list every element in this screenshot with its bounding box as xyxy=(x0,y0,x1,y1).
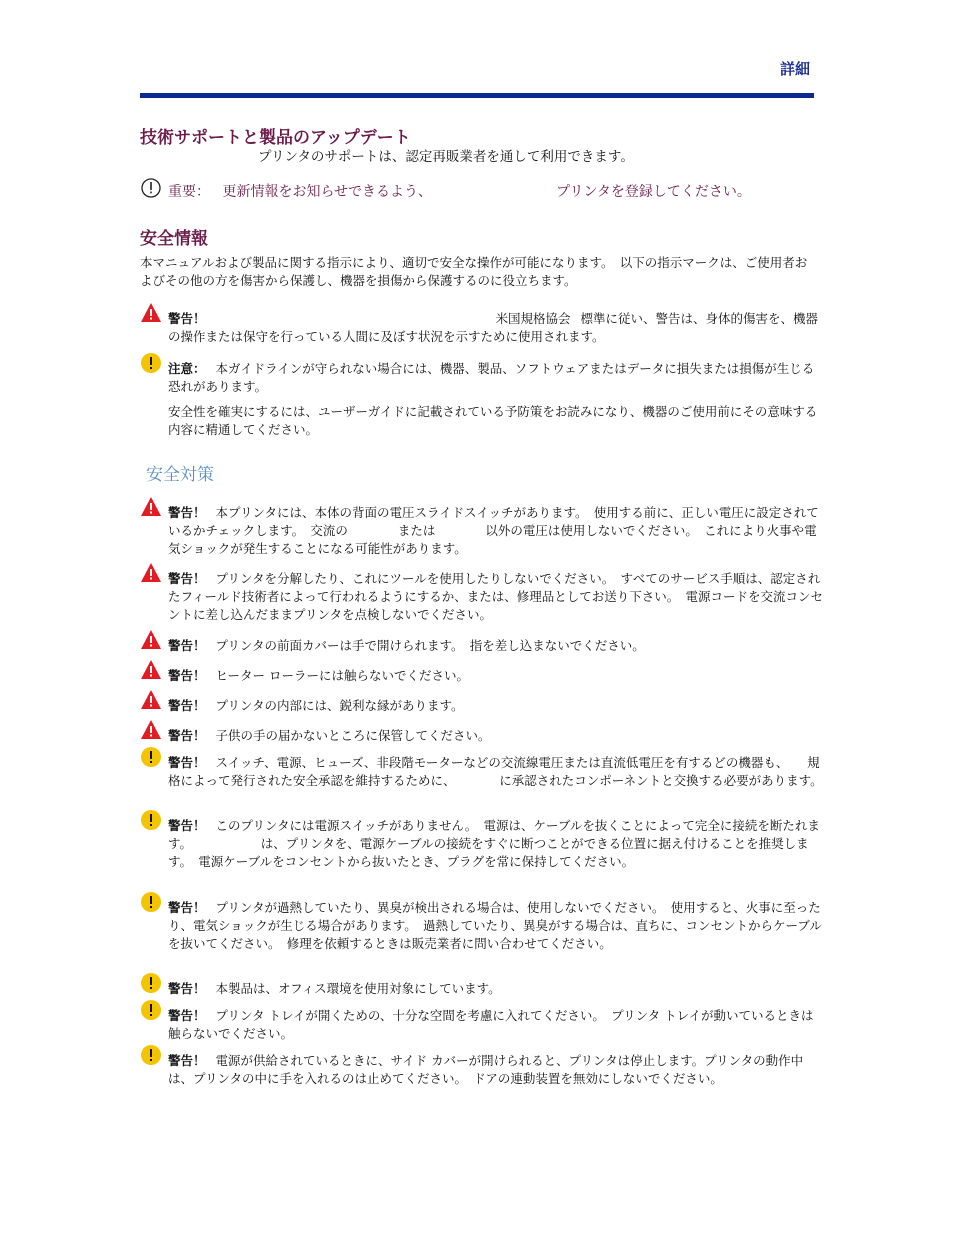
warning-text-2: 標準に従い、警告は、身体的傷害を、機器の操作または保守を行っている人間に及ぼす状況を示すために使用されます。 xyxy=(168,311,819,344)
precaution-text: ヒーター ローラーには触らないでください。 xyxy=(215,668,469,683)
precaution-label: 警告！ xyxy=(168,1053,206,1068)
precaution-item xyxy=(168,637,823,655)
precaution-item xyxy=(168,817,823,871)
safety-info-title: 安全情報 xyxy=(140,229,208,249)
precaution-text: プリンタの内部には、鋭利な縁があります。 xyxy=(215,698,464,713)
precaution-label: 警告！ xyxy=(168,571,206,586)
precaution-item xyxy=(168,697,823,715)
warning-triangle-icon xyxy=(140,496,162,518)
caution-circle-icon xyxy=(140,809,162,831)
precaution-label: 警告！ xyxy=(168,900,206,915)
warning-triangle-icon xyxy=(140,659,162,681)
precaution-item xyxy=(168,754,823,790)
caution-text: 本ガイドラインが守られない場合には、機器、製品、ソフトウェアまたはデータに損失または損傷が生じる恐れがあります。 xyxy=(168,361,815,394)
warning-triangle-icon xyxy=(140,719,162,741)
precaution-label: 警告！ xyxy=(168,981,206,996)
caution-circle-icon xyxy=(140,1044,162,1066)
precaution-text: このプリンタには電源スイッチがありません。 電源は、ケーブルを抜くことによって完全に接続を断たれます。 は、プリンタを、電源ケーブルの接続をすぐに断つことができる位置に据え付けることを推奨します。 電源ケーブルをコンセントから抜いたとき、プラグを常に保持してください。 xyxy=(168,818,820,869)
safety-note: 安全性を確実にするには、ユーザーガイドに記載されている予防策をお読みになり、機器のご使用前にその意味する内容に精通してください。 xyxy=(168,404,818,437)
precaution-item xyxy=(168,1052,823,1088)
precaution-label: 警告！ xyxy=(168,728,206,743)
precaution-text: 子供の手の届かないところに保管してください。 xyxy=(215,728,491,743)
precaution-text: プリンタの前面カバーは手で開けられます。 指を差し込まないでください。 xyxy=(215,638,645,653)
precaution-item xyxy=(168,980,823,998)
caution-circle-icon xyxy=(140,972,162,994)
info-icon xyxy=(140,177,162,199)
precaution-label: 警告！ xyxy=(168,698,206,713)
precautions-title: 安全対策 xyxy=(146,465,214,485)
important-text-1: 更新情報をお知らせできるよう、 xyxy=(222,184,433,200)
precaution-label: 警告！ xyxy=(168,818,206,833)
precaution-text: プリンタが過熱していたり、異臭が検出される場合は、使用しないでください。 使用すると、火事に至ったり、電気ショックが生じる場合があります。 過熱していたり、異臭がする場合は、直ちに、コンセントからケーブルを抜いてください。 修理を依頼するときは販売業者に問い合わせてください。 xyxy=(168,900,822,951)
precaution-label: 警告！ xyxy=(168,505,206,520)
header-rule xyxy=(140,93,814,98)
warning-triangle-icon xyxy=(140,629,162,651)
precaution-item xyxy=(168,504,823,558)
precaution-item xyxy=(168,667,823,685)
precaution-text: 本製品は、オフィス環境を使用対象にしています。 xyxy=(215,981,501,996)
precaution-item xyxy=(168,727,823,745)
caution-circle-icon xyxy=(140,999,162,1021)
precaution-item xyxy=(168,1007,823,1043)
warning-text-1: 米国規格協会 xyxy=(495,311,571,326)
precaution-label: 警告！ xyxy=(168,1008,206,1023)
warning-triangle-icon xyxy=(140,689,162,711)
caution-circle-icon xyxy=(140,891,162,913)
important-note xyxy=(168,183,751,201)
safety-intro: 本マニュアルおよび製品に関する指示により、適切で安全な操作が可能になります。 以下の指示マークは、ご使用者およびその他の方を傷害から保護し、機器を損傷から保護するのに役立ちます。 xyxy=(140,255,808,288)
precaution-text: プリンタを分解したり、これにツールを使用したりしないでください。 すべてのサービス手順は、認定されたフィールド技術者によって行われるようにするか、または、修理品としてお送り下さい。 電源コードを交流コンセントに差し込んだままプリンタを点検しないでください。 xyxy=(168,571,824,622)
precaution-label: 警告！ xyxy=(168,638,206,653)
precaution-item xyxy=(168,899,823,953)
warning-triangle-icon xyxy=(140,562,162,584)
caution-circle-icon xyxy=(140,352,162,374)
warning-triangle-icon xyxy=(140,302,162,324)
section-label: 詳細 xyxy=(780,60,811,78)
precaution-label: 警告！ xyxy=(168,668,206,683)
precaution-text: 電源が供給されているときに、サイド カバーが開けられると、プリンタは停止します。プリンタの動作中は、プリンタの中に手を入れるのは止めてください。 ドアの連動装置を無効にしないでください。 xyxy=(168,1053,804,1086)
precaution-text: スイッチ、電源、ヒューズ、非段階モーターなどの交流線電圧または直流低電圧を有するどの機器も、 規格によって発行された安全承認を維持するために、 に承認されたコンポーネントと交換する必要があります。 xyxy=(168,755,823,788)
important-text-2: プリンタを登録してください。 xyxy=(556,184,751,200)
caution-circle-icon xyxy=(140,746,162,768)
support-title: 技術サポートと製品のアップデート xyxy=(140,128,411,148)
precaution-text: プリンタ トレイが開くための、十分な空間を考慮に入れてください。 プリンタ トレイが動いているときは触らないでください。 xyxy=(168,1008,814,1041)
warning-label: 警告！ xyxy=(168,311,206,326)
precaution-text: 本プリンタには、本体の背面の電圧スライドスイッチがあります。 使用する前に、正しい電圧に設定されているかチェックします。 交流の または 以外の電圧は使用しないでください。 これにより火事や電気ショックが発生することになる可能性があります。 xyxy=(168,505,819,556)
precaution-label: 警告！ xyxy=(168,755,206,770)
support-text: プリンタのサポートは、認定再販業者を通して利用できます。 xyxy=(258,149,634,165)
caution-definition xyxy=(168,360,823,396)
caution-label: 注意： xyxy=(168,361,206,376)
important-label: 重要： xyxy=(168,184,210,200)
precaution-item xyxy=(168,570,823,624)
warning-definition xyxy=(168,310,823,346)
